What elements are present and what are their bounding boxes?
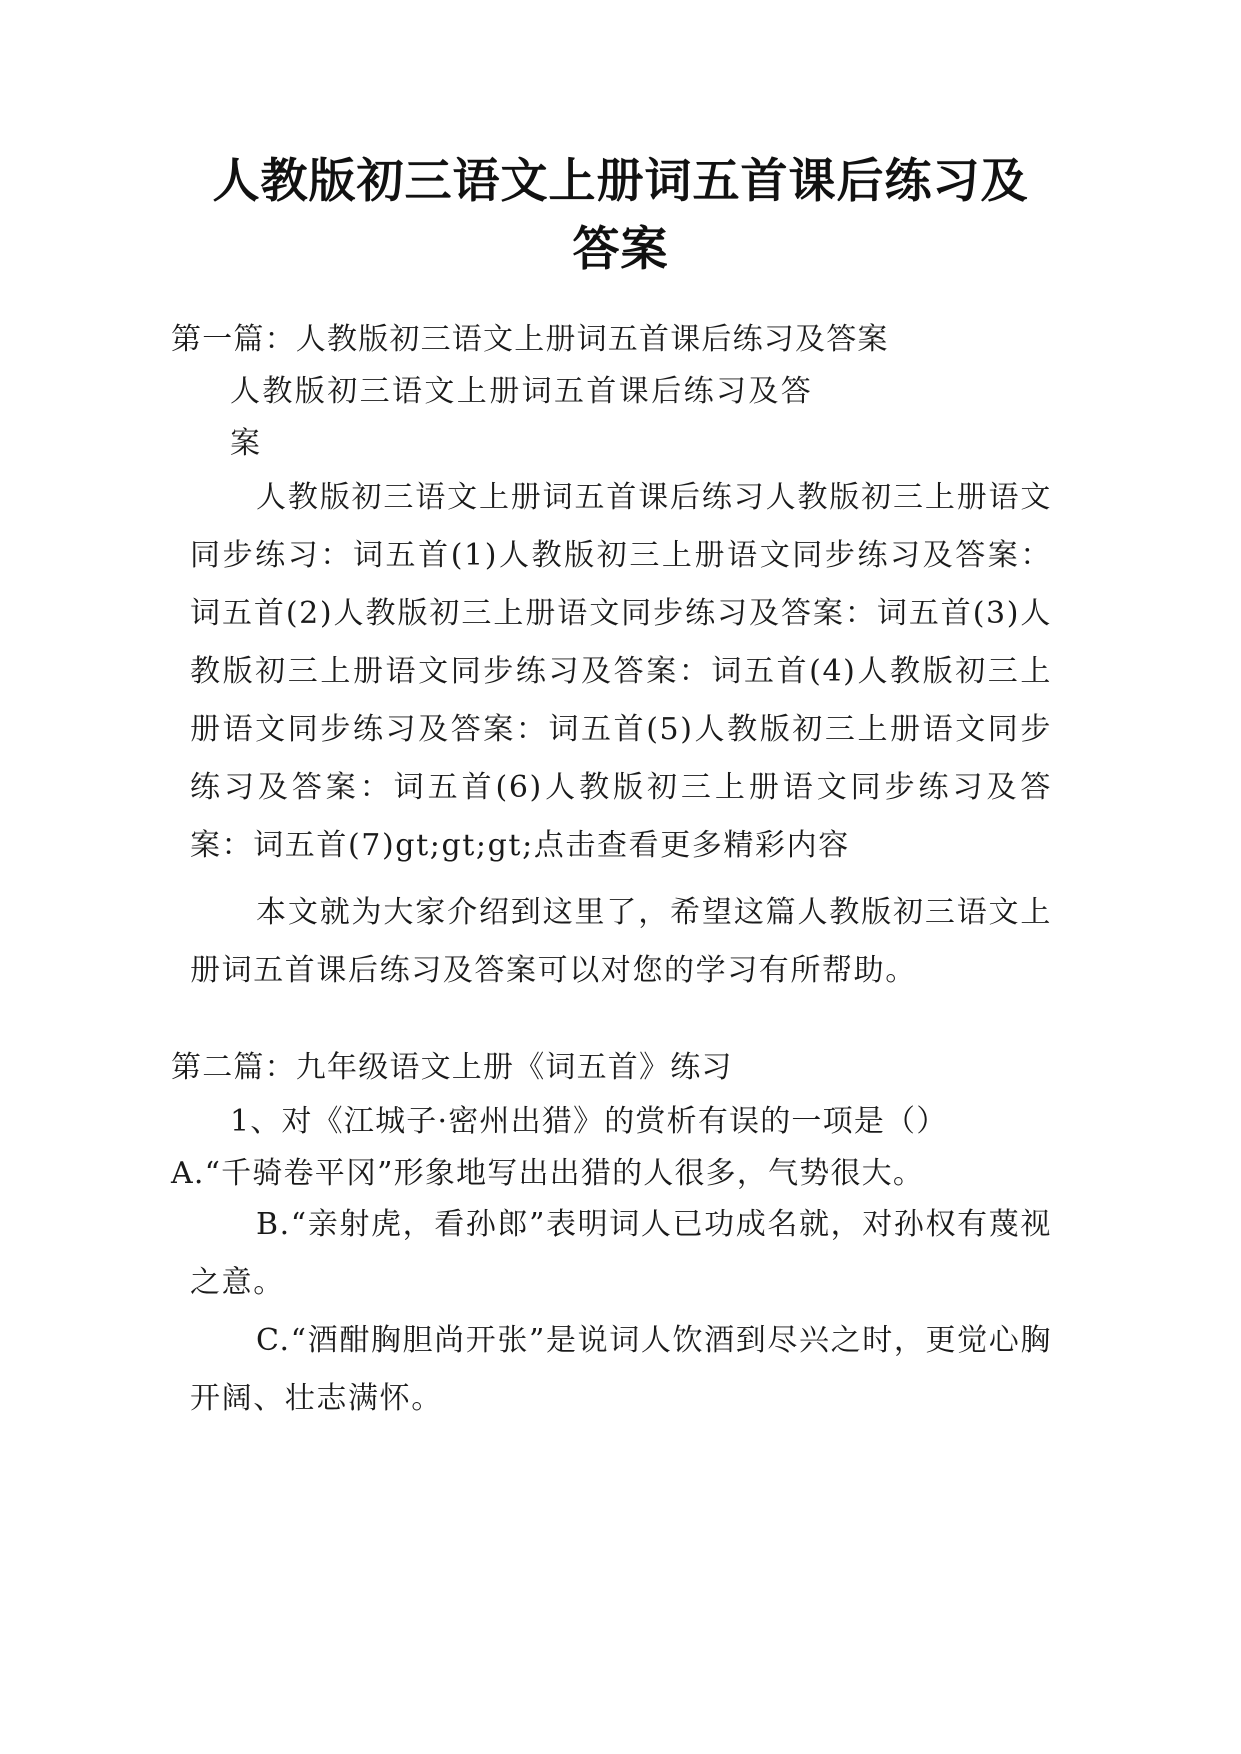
document-title: 人教版初三语文上册词五首课后练习及答案 bbox=[212, 154, 1029, 277]
question-1: 1、对《江城子·密州出猎》的赏析有误的一项是（） bbox=[230, 1104, 948, 1139]
section2-heading: 第二篇：九年级语文上册《词五首》练习 bbox=[171, 1050, 733, 1085]
option-b: B.“亲射虎，看孙郎”表明词人已功成名就，对孙权有蔑视之意。 bbox=[190, 1207, 1052, 1300]
section1-heading: 第一篇：人教版初三语文上册词五首课后练习及答案 bbox=[171, 322, 889, 357]
section1-subtitle-line2: 案 bbox=[230, 426, 260, 461]
section1-paragraph-1: 人教版初三语文上册词五首课后练习人教版初三上册语文同步练习：词五首(1)人教版初三上册语文同步练习及答案：词五首(2)人教版初三上册语文同步练习及答案：词五首(3)人教版初三上册语文同步练习及答案：词五首(4)人教版初三上册语文同步练习及答案：词五首(5)人教版初三上册语文同步练习及答案：词五首(6)人教版初三上册语文同步练习及答案：词五首(7)gt;gt;gt;点击查看更多精彩内容 bbox=[190, 480, 1052, 863]
option-a: A.“千骑卷平冈”形象地写出出猎的人很多，气势很大。 bbox=[171, 1156, 925, 1191]
section1-paragraph-2: 本文就为大家介绍到这里了，希望这篇人教版初三语文上册词五首课后练习及答案可以对您的学习有所帮助。 bbox=[190, 895, 1052, 988]
option-c: C.“酒酣胸胆尚开张”是说词人饮酒到尽兴之时，更觉心胸开阔、壮志满怀。 bbox=[190, 1323, 1052, 1416]
section1-subtitle-line1: 人教版初三语文上册词五首课后练习及答 bbox=[230, 374, 814, 409]
